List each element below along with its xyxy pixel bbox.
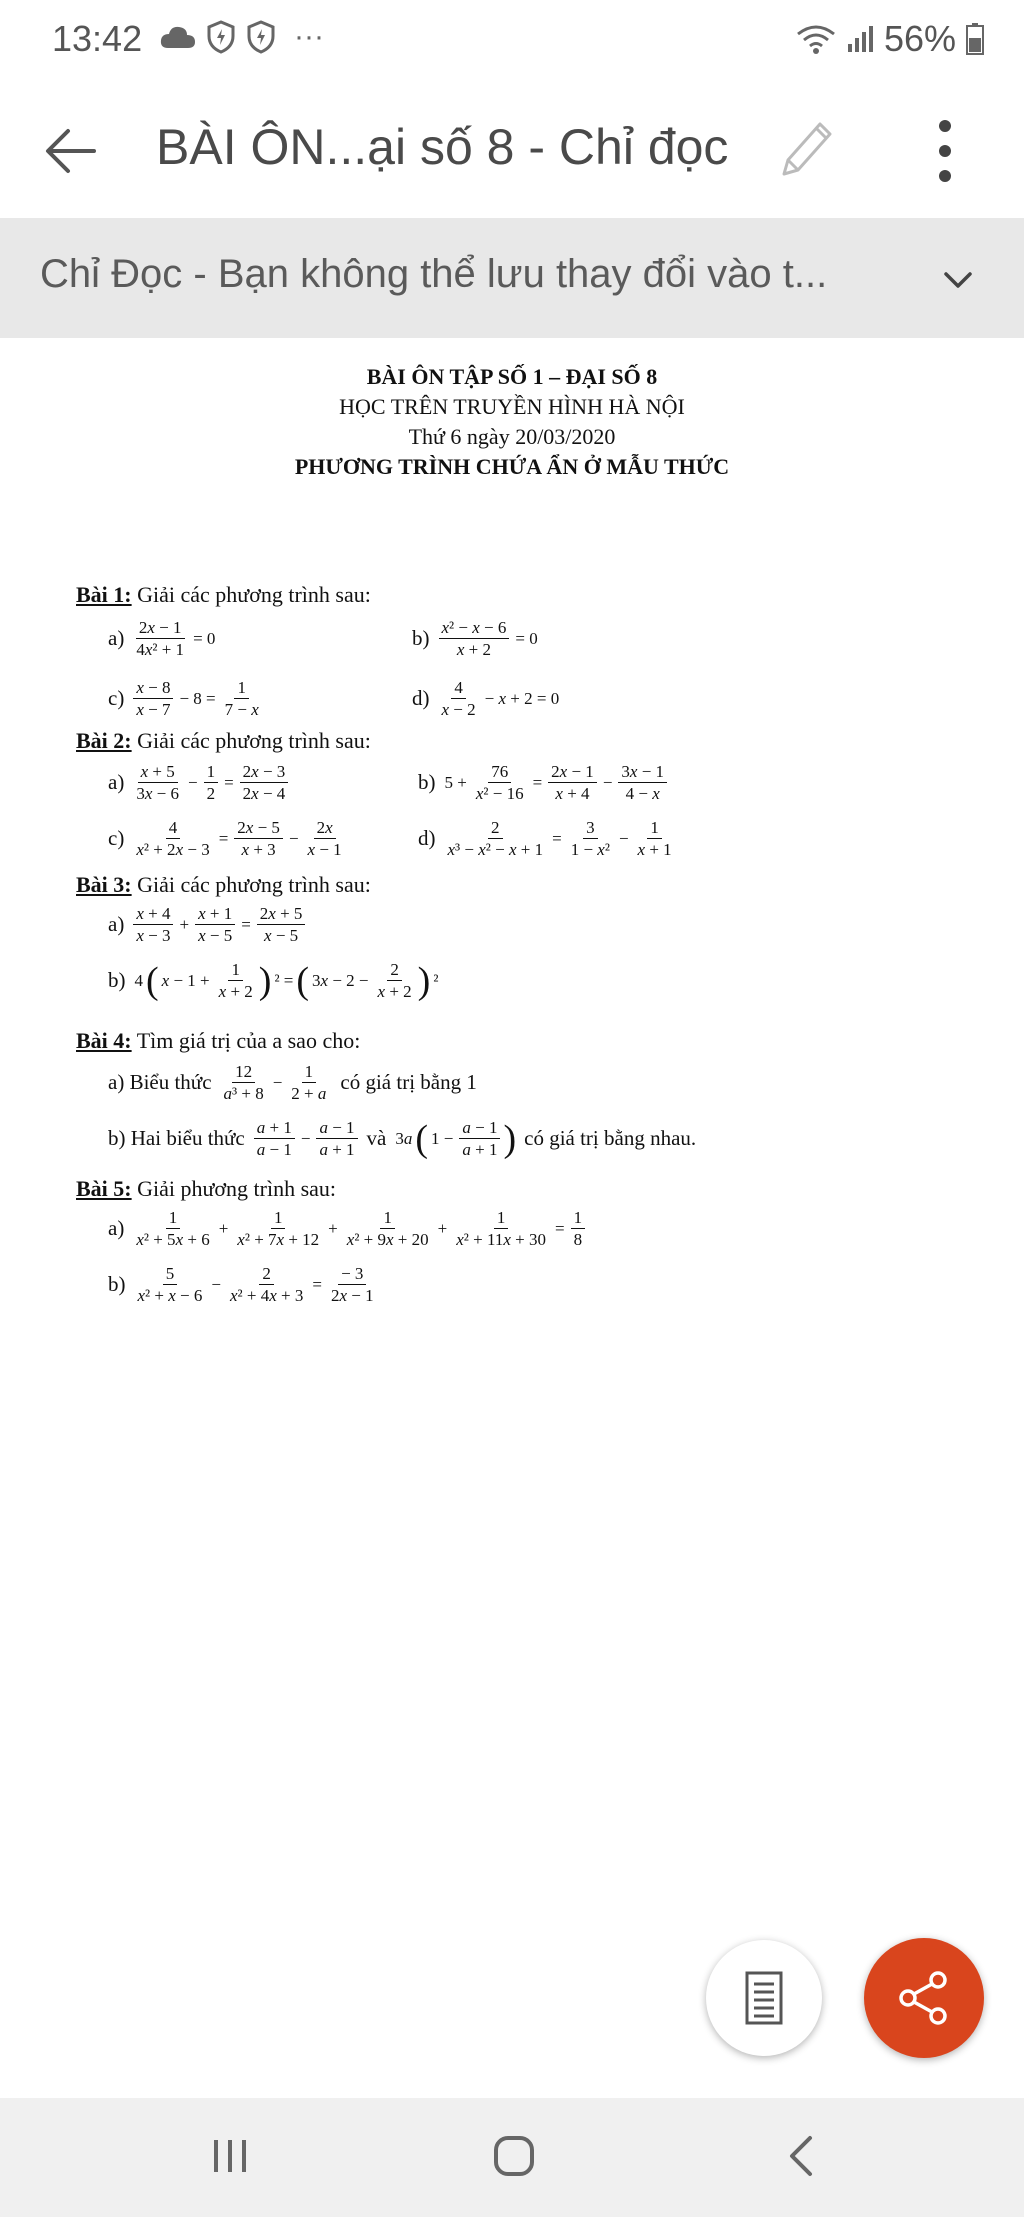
battery-icon — [966, 23, 984, 55]
bai-1-heading: Bài 1: Giải các phương trình sau: — [76, 582, 371, 607]
bai-5-equation-a: a) $\frac{1}{\text{x² + 5x + 6}}$ + $\frac{1}{\text{x² + 7x + 12}}$ + $\frac{1}{\text{x² + 9x + 20}}$ + $\frac{1}{\text{x² + 11x + 30}}$ = $\frac{1}{8}$ — [108, 1208, 588, 1249]
bai-4-part-a: a) Biểu thức $\frac{12}{\text{a³ + 8}}$ − $\frac{1}{2 + a}$ có giá trị bằng 1 — [108, 1062, 477, 1103]
doc-header-subtitle: HỌC TRÊN TRUYỀN HÌNH HÀ NỘI — [339, 394, 685, 419]
doc-header-title: BÀI ÔN TẬP SỐ 1 – ĐẠI SỐ 8 — [366, 364, 658, 389]
bai-3-equation-b: b) 4 ( x − 1 + $\frac{1}{x + 2}$ ) ² = ( 3x − 2 − $\frac{2}{x + 2}$ ) ² — [108, 959, 439, 1002]
battery-percent: 56% — [883, 18, 956, 59]
bai-2-equation-b: b) 5 + $\frac{76}{\text{x² − 16}}$ = $\frac{2x - 1}{x + 4}$ − $\frac{3x - 1}{4 - x}$ — [418, 762, 670, 803]
share-icon — [896, 1970, 952, 2026]
bai-1-equation-b: b) $\frac{\text{x² − x − 6}}{x + 2}$ = 0 — [412, 618, 538, 659]
bai-5-heading: Bài 5: Giải phương trình sau: — [76, 1176, 337, 1201]
navigation-bar — [0, 2098, 1024, 2217]
read-only-message: Chỉ Đọc - Bạn không thể lưu thay đổi vào t... — [40, 252, 828, 296]
bai-2-equation-c: c) $\frac{4}{\text{x² + 2x − 3}}$ = $\frac{2x - 5}{x + 3}$ − $\frac{2x}{x - 1}$ — [108, 818, 342, 859]
recent-apps-icon[interactable] — [210, 2134, 250, 2178]
bai-4-heading: Bài 4: Tìm giá trị của a sao cho: — [76, 1028, 361, 1053]
doc-header-date: Thứ 6 ngày 20/03/2020 — [408, 424, 616, 449]
chevron-down-icon[interactable] — [938, 260, 978, 300]
notification-icons — [160, 20, 324, 54]
status-right — [796, 18, 984, 60]
bai-3-equation-a: a) $\frac{x + 4}{x - 3}$ + $\frac{x + 1}{x - 5}$ = $\frac{2x + 5}{x - 5}$ — [108, 904, 308, 945]
app-bar — [0, 80, 1024, 218]
shield-icon — [246, 20, 276, 54]
more-notifications: ··· — [294, 20, 324, 53]
more-vert-icon[interactable] — [930, 116, 960, 186]
signal-icon — [846, 24, 874, 54]
bai-1-equation-c: c) $\frac{x - 8}{x - 7}$ − 8 = $\frac{1}{7 - x}$ — [108, 678, 259, 719]
pencil-icon[interactable] — [776, 116, 836, 182]
document-icon — [744, 1970, 784, 2026]
cloud-icon — [160, 24, 196, 50]
bai-3-heading: Bài 3: Giải các phương trình sau: — [76, 872, 371, 897]
read-only-banner[interactable] — [0, 218, 1024, 338]
share-button[interactable] — [864, 1938, 984, 2058]
bai-2-equation-a: a) $\frac{x + 5}{3x - 6}$ − $\frac{1}{2}$ = $\frac{2x - 3}{2x - 4}$ — [108, 762, 291, 803]
bai-2-heading: Bài 2: Giải các phương trình sau: — [76, 728, 371, 753]
bai-1-equation-a: a) $\frac{2x - 1}{\text{4x² + 1}}$ = 0 — [108, 618, 216, 659]
bai-4-part-b: b) Hai biểu thức $\frac{a + 1}{a - 1}$ − $\frac{a - 1}{a + 1}$ và 3a ( 1 − $\frac{a - 1}{a + 1}$ ) có giá trị bằng nhau. — [108, 1117, 697, 1160]
wifi-icon — [796, 24, 836, 54]
bai-5-equation-b: b) $\frac{5}{\text{x² + x − 6}}$ − $\frac{2}{\text{x² + 4x + 3}}$ = $\frac{- 3}{2x - 1}$ — [108, 1264, 374, 1305]
back-nav-icon[interactable] — [786, 2134, 818, 2178]
home-icon[interactable] — [492, 2134, 536, 2178]
status-bar — [0, 0, 1024, 80]
arrow-left-icon[interactable] — [38, 116, 108, 186]
document-title: BÀI ÔN...ại số 8 - Chỉ đọc — [156, 119, 729, 175]
bai-2-equation-d: d) $\frac{2}{\text{x³ − x² − x + 1}}$ = $\frac{3}{\text{1 − x²}}$ − $\frac{1}{x + 1}$ — [418, 818, 672, 859]
shield-icon — [206, 20, 236, 54]
document-view-button[interactable] — [706, 1940, 822, 2056]
document-page[interactable] — [0, 338, 1024, 2098]
bai-1-equation-d: d) $\frac{4}{x - 2}$ − x + 2 = 0 — [412, 678, 560, 719]
status-time: 13:42 — [52, 18, 143, 59]
doc-header-topic: PHƯƠNG TRÌNH CHỨA ẨN Ở MẪU THỨC — [294, 454, 730, 479]
